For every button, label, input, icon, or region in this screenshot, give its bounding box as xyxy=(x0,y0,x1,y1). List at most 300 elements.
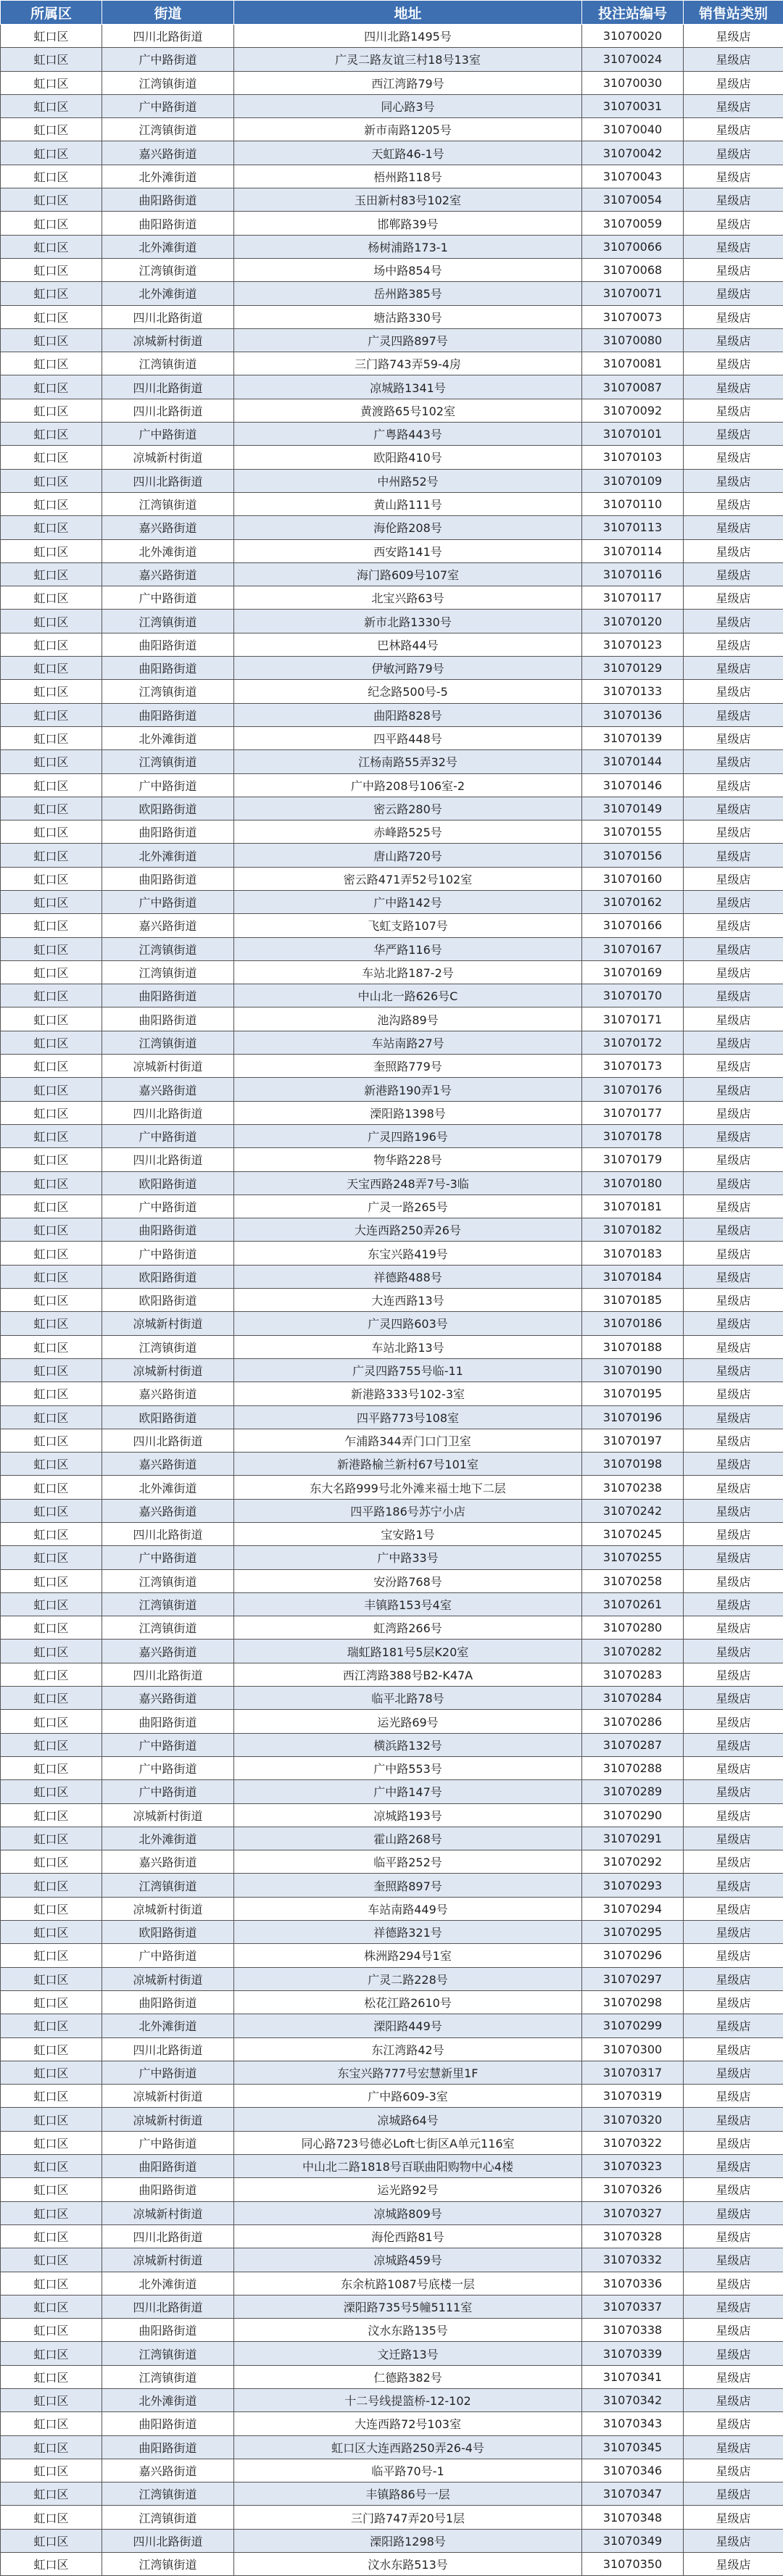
station-id-cell: 31070283 xyxy=(582,1663,684,1686)
district-cell: 虹口区 xyxy=(1,1312,102,1335)
district-cell: 虹口区 xyxy=(1,1476,102,1499)
street-cell: 曲阳路街道 xyxy=(102,2155,234,2178)
district-cell: 虹口区 xyxy=(1,1405,102,1429)
district-cell: 虹口区 xyxy=(1,2365,102,2388)
district-cell: 虹口区 xyxy=(1,890,102,913)
table-row xyxy=(1,1616,783,1640)
table-row xyxy=(1,1546,783,1569)
address-cell: 溧阳路1398号 xyxy=(234,1101,582,1124)
station-category-cell: 星级店 xyxy=(684,1171,783,1194)
station-category-cell: 星级店 xyxy=(684,610,783,633)
station-category-cell: 星级店 xyxy=(684,1194,783,1218)
address-cell: 文迁路13号 xyxy=(234,2342,582,2365)
address-cell: 运光路92号 xyxy=(234,2178,582,2201)
district-cell: 虹口区 xyxy=(1,423,102,446)
station-id-cell: 31070071 xyxy=(582,282,684,305)
station-id-cell: 31070284 xyxy=(582,1687,684,1710)
street-cell: 曲阳路街道 xyxy=(102,867,234,890)
table-row xyxy=(1,516,783,539)
station-category-cell: 星级店 xyxy=(684,1335,783,1358)
street-cell: 江湾镇街道 xyxy=(102,2342,234,2365)
table-row xyxy=(1,680,783,703)
table-row xyxy=(1,375,783,399)
street-cell: 四川北路街道 xyxy=(102,305,234,328)
street-cell: 江湾镇街道 xyxy=(102,750,234,773)
address-cell: 新市北路1330号 xyxy=(234,610,582,633)
station-id-cell: 31070040 xyxy=(582,118,684,141)
address-cell: 广灵一路265号 xyxy=(234,1194,582,1218)
street-cell: 曲阳路街道 xyxy=(102,633,234,656)
address-cell: 丰镇路153号4室 xyxy=(234,1592,582,1616)
table-row xyxy=(1,1453,783,1476)
address-cell: 四川北路1495号 xyxy=(234,25,582,48)
station-id-cell: 31070030 xyxy=(582,71,684,94)
station-category-cell: 星级店 xyxy=(684,352,783,375)
station-category-cell: 星级店 xyxy=(684,657,783,680)
table-row xyxy=(1,2108,783,2131)
station-id-cell: 31070109 xyxy=(582,469,684,492)
station-category-cell: 星级店 xyxy=(684,2365,783,2388)
district-cell: 虹口区 xyxy=(1,2248,102,2272)
table-row xyxy=(1,2224,783,2248)
street-cell: 江湾镇街道 xyxy=(102,71,234,94)
district-cell: 虹口区 xyxy=(1,703,102,726)
station-id-cell: 31070349 xyxy=(582,2529,684,2552)
table-row xyxy=(1,2014,783,2037)
address-cell: 邯郸路39号 xyxy=(234,212,582,235)
street-cell: 广中路街道 xyxy=(102,1124,234,1147)
station-category-cell: 星级店 xyxy=(684,937,783,960)
table-row xyxy=(1,1382,783,1405)
district-cell: 虹口区 xyxy=(1,1382,102,1405)
table-row xyxy=(1,399,783,422)
table-row xyxy=(1,305,783,328)
station-id-cell: 31070339 xyxy=(582,2342,684,2365)
station-category-cell: 星级店 xyxy=(684,1710,783,1733)
station-category-cell: 星级店 xyxy=(684,2014,783,2037)
station-category-cell: 星级店 xyxy=(684,2155,783,2178)
address-cell: 车站北路13号 xyxy=(234,1335,582,1358)
district-cell: 虹口区 xyxy=(1,657,102,680)
station-id-cell: 31070350 xyxy=(582,2553,684,2576)
district-cell: 虹口区 xyxy=(1,1124,102,1147)
station-category-cell: 星级店 xyxy=(684,539,783,562)
station-id-cell: 31070155 xyxy=(582,820,684,844)
table-row xyxy=(1,1733,783,1756)
district-cell: 虹口区 xyxy=(1,562,102,586)
street-cell: 江湾镇街道 xyxy=(102,1031,234,1054)
station-category-cell: 星级店 xyxy=(684,446,783,469)
street-cell: 广中路街道 xyxy=(102,1546,234,1569)
street-cell: 嘉兴路街道 xyxy=(102,1499,234,1522)
station-id-cell: 31070042 xyxy=(582,141,684,165)
table-row xyxy=(1,492,783,515)
address-cell: 曲阳路828号 xyxy=(234,703,582,726)
table-row xyxy=(1,469,783,492)
header-row xyxy=(1,1,783,25)
district-cell: 虹口区 xyxy=(1,2553,102,2576)
station-category-cell: 星级店 xyxy=(684,1358,783,1382)
district-cell: 虹口区 xyxy=(1,2459,102,2482)
table-row xyxy=(1,25,783,48)
street-cell: 北外滩街道 xyxy=(102,726,234,749)
address-cell: 黄渡路65号102室 xyxy=(234,399,582,422)
address-cell: 广灵四路897号 xyxy=(234,328,582,352)
station-category-cell: 星级店 xyxy=(684,1289,783,1312)
district-cell: 虹口区 xyxy=(1,1967,102,1990)
station-id-cell: 31070188 xyxy=(582,1335,684,1358)
station-category-cell: 星级店 xyxy=(684,1382,783,1405)
station-category-cell: 星级店 xyxy=(684,1124,783,1147)
table-row xyxy=(1,2037,783,2061)
district-cell: 虹口区 xyxy=(1,633,102,656)
station-id-cell: 31070300 xyxy=(582,2037,684,2061)
table-row xyxy=(1,2248,783,2272)
address-cell: 运光路69号 xyxy=(234,1710,582,1733)
district-cell: 虹口区 xyxy=(1,2342,102,2365)
address-cell: 黄山路111号 xyxy=(234,492,582,515)
district-cell: 虹口区 xyxy=(1,94,102,117)
district-cell: 虹口区 xyxy=(1,867,102,890)
table-row xyxy=(1,1663,783,1686)
address-cell: 临平路252号 xyxy=(234,1850,582,1874)
street-cell: 广中路街道 xyxy=(102,423,234,446)
street-cell: 广中路街道 xyxy=(102,773,234,797)
address-cell: 松花江路2610号 xyxy=(234,1990,582,2014)
station-category-cell: 星级店 xyxy=(684,118,783,141)
street-cell: 广中路街道 xyxy=(102,890,234,913)
station-id-cell: 31070024 xyxy=(582,48,684,71)
address-cell: 霍山路268号 xyxy=(234,1827,582,1850)
street-cell: 广中路街道 xyxy=(102,1194,234,1218)
station-category-cell: 星级店 xyxy=(684,1031,783,1054)
station-category-cell: 星级店 xyxy=(684,914,783,937)
table-row xyxy=(1,1780,783,1803)
address-cell: 溧阳路735号5幢5111室 xyxy=(234,2295,582,2318)
station-id-cell: 31070319 xyxy=(582,2085,684,2108)
station-id-cell: 31070338 xyxy=(582,2319,684,2342)
street-cell: 四川北路街道 xyxy=(102,375,234,399)
station-category-cell: 星级店 xyxy=(684,1546,783,1569)
address-cell: 新港路333号102-3室 xyxy=(234,1382,582,1405)
station-category-cell: 星级店 xyxy=(684,1850,783,1874)
address-cell: 同心路723号德必Loft七街区A单元116室 xyxy=(234,2131,582,2154)
table-row xyxy=(1,797,783,820)
street-cell: 北外滩街道 xyxy=(102,235,234,258)
station-id-cell: 31070101 xyxy=(582,423,684,446)
street-cell: 江湾镇街道 xyxy=(102,1335,234,1358)
station-category-cell: 星级店 xyxy=(684,1733,783,1756)
station-id-cell: 31070133 xyxy=(582,680,684,703)
station-category-cell: 星级店 xyxy=(684,2342,783,2365)
address-cell: 四平路448号 xyxy=(234,726,582,749)
address-cell: 北宝兴路63号 xyxy=(234,586,582,610)
table-row xyxy=(1,282,783,305)
table-row xyxy=(1,867,783,890)
table-row xyxy=(1,328,783,352)
street-cell: 北外滩街道 xyxy=(102,2014,234,2037)
table-row xyxy=(1,1171,783,1194)
header-street: 街道 xyxy=(102,1,234,25)
station-category-cell: 星级店 xyxy=(684,2506,783,2529)
station-id-cell: 31070172 xyxy=(582,1031,684,1054)
station-id-cell: 31070327 xyxy=(582,2201,684,2224)
table-row xyxy=(1,1944,783,1967)
station-id-cell: 31070120 xyxy=(582,610,684,633)
street-cell: 欧阳路街道 xyxy=(102,1171,234,1194)
station-id-cell: 31070320 xyxy=(582,2108,684,2131)
street-cell: 曲阳路街道 xyxy=(102,2412,234,2435)
street-cell: 曲阳路街道 xyxy=(102,1990,234,2014)
station-id-cell: 31070297 xyxy=(582,1967,684,1990)
station-category-cell: 星级店 xyxy=(684,2529,783,2552)
station-category-cell: 星级店 xyxy=(684,1453,783,1476)
district-cell: 虹口区 xyxy=(1,1687,102,1710)
address-cell: 汶水东路513号 xyxy=(234,2553,582,2576)
station-id-cell: 31070317 xyxy=(582,2061,684,2084)
district-cell: 虹口区 xyxy=(1,375,102,399)
district-cell: 虹口区 xyxy=(1,726,102,749)
district-cell: 虹口区 xyxy=(1,2224,102,2248)
station-category-cell: 星级店 xyxy=(684,2272,783,2295)
station-id-cell: 31070287 xyxy=(582,1733,684,1756)
table-body xyxy=(1,25,783,2576)
station-category-cell: 星级店 xyxy=(684,328,783,352)
station-id-cell: 31070123 xyxy=(582,633,684,656)
table-row xyxy=(1,1592,783,1616)
station-category-cell: 星级店 xyxy=(684,1429,783,1452)
station-id-cell: 31070149 xyxy=(582,797,684,820)
station-category-cell: 星级店 xyxy=(684,2248,783,2272)
station-id-cell: 31070343 xyxy=(582,2412,684,2435)
address-cell: 横浜路132号 xyxy=(234,1733,582,1756)
table-row xyxy=(1,165,783,188)
station-category-cell: 星级店 xyxy=(684,1148,783,1171)
station-id-cell: 31070110 xyxy=(582,492,684,515)
address-cell: 同心路3号 xyxy=(234,94,582,117)
station-id-cell: 31070198 xyxy=(582,1453,684,1476)
address-cell: 广中路147号 xyxy=(234,1780,582,1803)
address-cell: 西江湾路79号 xyxy=(234,71,582,94)
station-id-cell: 31070103 xyxy=(582,446,684,469)
street-cell: 北外滩街道 xyxy=(102,2388,234,2411)
address-cell: 中山北二路1818号百联曲阳购物中心4楼 xyxy=(234,2155,582,2178)
table-row xyxy=(1,1429,783,1452)
table-row xyxy=(1,2201,783,2224)
station-category-cell: 星级店 xyxy=(684,235,783,258)
address-cell: 东江湾路42号 xyxy=(234,2037,582,2061)
address-cell: 广灵四路603号 xyxy=(234,1312,582,1335)
street-cell: 欧阳路街道 xyxy=(102,797,234,820)
station-category-cell: 星级店 xyxy=(684,773,783,797)
street-cell: 江湾镇街道 xyxy=(102,1616,234,1640)
address-cell: 十二号线提篮桥-12-102 xyxy=(234,2388,582,2411)
station-category-cell: 星级店 xyxy=(684,1476,783,1499)
station-category-cell: 星级店 xyxy=(684,703,783,726)
station-id-cell: 31070242 xyxy=(582,1499,684,1522)
table-row xyxy=(1,2131,783,2154)
station-category-cell: 星级店 xyxy=(684,1218,783,1242)
district-cell: 虹口区 xyxy=(1,1874,102,1897)
street-cell: 曲阳路街道 xyxy=(102,1218,234,1242)
table-row xyxy=(1,820,783,844)
table-row xyxy=(1,1194,783,1218)
district-cell: 虹口区 xyxy=(1,2272,102,2295)
street-cell: 四川北路街道 xyxy=(102,2224,234,2248)
district-cell: 虹口区 xyxy=(1,1218,102,1242)
district-cell: 虹口区 xyxy=(1,1592,102,1616)
address-cell: 东宝兴路777号宏慧新里1F xyxy=(234,2061,582,2084)
table-row xyxy=(1,2295,783,2318)
address-cell: 东余杭路1087号底楼一层 xyxy=(234,2272,582,2295)
address-cell: 虹口区大连西路250弄26-4号 xyxy=(234,2435,582,2459)
address-cell: 天宝西路248弄7号-3临 xyxy=(234,1171,582,1194)
district-cell: 虹口区 xyxy=(1,586,102,610)
table-row xyxy=(1,726,783,749)
street-cell: 江湾镇街道 xyxy=(102,2553,234,2576)
district-cell: 虹口区 xyxy=(1,937,102,960)
table-row xyxy=(1,960,783,984)
street-cell: 江湾镇街道 xyxy=(102,2506,234,2529)
address-cell: 广中路208号106室-2 xyxy=(234,773,582,797)
table-row xyxy=(1,1803,783,1827)
address-cell: 广中路142号 xyxy=(234,890,582,913)
address-cell: 华严路116号 xyxy=(234,937,582,960)
station-category-cell: 星级店 xyxy=(684,212,783,235)
street-cell: 凉城新村街道 xyxy=(102,2108,234,2131)
address-cell: 四平路773号108室 xyxy=(234,1405,582,1429)
station-category-cell: 星级店 xyxy=(684,890,783,913)
station-category-cell: 星级店 xyxy=(684,1007,783,1031)
station-category-cell: 星级店 xyxy=(684,2201,783,2224)
station-id-cell: 31070117 xyxy=(582,586,684,610)
station-category-cell: 星级店 xyxy=(684,1265,783,1288)
station-id-cell: 31070322 xyxy=(582,2131,684,2154)
district-cell: 虹口区 xyxy=(1,1616,102,1640)
station-id-cell: 31070196 xyxy=(582,1405,684,1429)
street-cell: 凉城新村街道 xyxy=(102,1803,234,1827)
station-category-cell: 星级店 xyxy=(684,2482,783,2506)
district-cell: 虹口区 xyxy=(1,2085,102,2108)
station-category-cell: 星级店 xyxy=(684,750,783,773)
station-category-cell: 星级店 xyxy=(684,960,783,984)
district-cell: 虹口区 xyxy=(1,1850,102,1874)
address-cell: 大连西路250弄26号 xyxy=(234,1218,582,1242)
station-category-cell: 星级店 xyxy=(684,2388,783,2411)
district-cell: 虹口区 xyxy=(1,610,102,633)
station-category-cell: 星级店 xyxy=(684,1803,783,1827)
station-id-cell: 31070146 xyxy=(582,773,684,797)
street-cell: 凉城新村街道 xyxy=(102,1312,234,1335)
district-cell: 虹口区 xyxy=(1,984,102,1007)
street-cell: 曲阳路街道 xyxy=(102,2435,234,2459)
station-category-cell: 星级店 xyxy=(684,1523,783,1546)
station-id-cell: 31070081 xyxy=(582,352,684,375)
station-id-cell: 31070129 xyxy=(582,657,684,680)
table-row xyxy=(1,562,783,586)
station-category-cell: 星级店 xyxy=(684,2459,783,2482)
table-row xyxy=(1,1569,783,1592)
station-category-cell: 星级店 xyxy=(684,2435,783,2459)
table-row xyxy=(1,118,783,141)
district-cell: 虹口区 xyxy=(1,1171,102,1194)
street-cell: 曲阳路街道 xyxy=(102,703,234,726)
station-category-cell: 星级店 xyxy=(684,188,783,212)
street-cell: 江湾镇街道 xyxy=(102,680,234,703)
station-category-cell: 星级店 xyxy=(684,1569,783,1592)
station-category-cell: 星级店 xyxy=(684,1405,783,1429)
table-row xyxy=(1,2412,783,2435)
address-cell: 东宝兴路419号 xyxy=(234,1242,582,1265)
station-id-cell: 31070183 xyxy=(582,1242,684,1265)
station-category-cell: 星级店 xyxy=(684,2131,783,2154)
station-id-cell: 31070345 xyxy=(582,2435,684,2459)
station-category-cell: 星级店 xyxy=(684,1499,783,1522)
district-cell: 虹口区 xyxy=(1,1453,102,1476)
street-cell: 广中路街道 xyxy=(102,94,234,117)
district-cell: 虹口区 xyxy=(1,1827,102,1850)
district-cell: 虹口区 xyxy=(1,2201,102,2224)
district-cell: 虹口区 xyxy=(1,71,102,94)
station-category-cell: 星级店 xyxy=(684,282,783,305)
station-id-cell: 31070255 xyxy=(582,1546,684,1569)
street-cell: 四川北路街道 xyxy=(102,2295,234,2318)
street-cell: 曲阳路街道 xyxy=(102,2319,234,2342)
street-cell: 广中路街道 xyxy=(102,1780,234,1803)
street-cell: 凉城新村街道 xyxy=(102,446,234,469)
station-category-cell: 星级店 xyxy=(684,633,783,656)
station-id-cell: 31070182 xyxy=(582,1218,684,1242)
station-id-cell: 31070179 xyxy=(582,1148,684,1171)
address-cell: 西江湾路388号B2-K47A xyxy=(234,1663,582,1686)
street-cell: 四川北路街道 xyxy=(102,399,234,422)
station-id-cell: 31070054 xyxy=(582,188,684,212)
table-row xyxy=(1,2482,783,2506)
table-row xyxy=(1,1242,783,1265)
address-cell: 株洲路294号1室 xyxy=(234,1944,582,1967)
header-station-category: 销售站类别 xyxy=(684,1,783,25)
station-id-cell: 31070296 xyxy=(582,1944,684,1967)
address-cell: 密云路471弄52号102室 xyxy=(234,867,582,890)
station-id-cell: 31070087 xyxy=(582,375,684,399)
address-cell: 广灵四路196号 xyxy=(234,1124,582,1147)
street-cell: 广中路街道 xyxy=(102,1756,234,1779)
district-cell: 虹口区 xyxy=(1,2435,102,2459)
street-cell: 四川北路街道 xyxy=(102,1663,234,1686)
station-id-cell: 31070184 xyxy=(582,1265,684,1288)
header-station-id: 投注站编号 xyxy=(582,1,684,25)
station-category-cell: 星级店 xyxy=(684,305,783,328)
address-cell: 凉城路809号 xyxy=(234,2201,582,2224)
street-cell: 曲阳路街道 xyxy=(102,984,234,1007)
street-cell: 四川北路街道 xyxy=(102,1101,234,1124)
address-cell: 瑞虹路181号5层K20室 xyxy=(234,1640,582,1663)
street-cell: 江湾镇街道 xyxy=(102,937,234,960)
station-category-cell: 星级店 xyxy=(684,2061,783,2084)
address-cell: 场中路854号 xyxy=(234,258,582,281)
address-cell: 梧州路118号 xyxy=(234,165,582,188)
street-cell: 北外滩街道 xyxy=(102,282,234,305)
table-row xyxy=(1,2155,783,2178)
district-cell: 虹口区 xyxy=(1,2061,102,2084)
district-cell: 虹口区 xyxy=(1,2131,102,2154)
district-cell: 虹口区 xyxy=(1,1569,102,1592)
street-cell: 江湾镇街道 xyxy=(102,610,234,633)
district-cell: 虹口区 xyxy=(1,844,102,867)
district-cell: 虹口区 xyxy=(1,2014,102,2037)
district-cell: 虹口区 xyxy=(1,1523,102,1546)
address-cell: 西安路141号 xyxy=(234,539,582,562)
